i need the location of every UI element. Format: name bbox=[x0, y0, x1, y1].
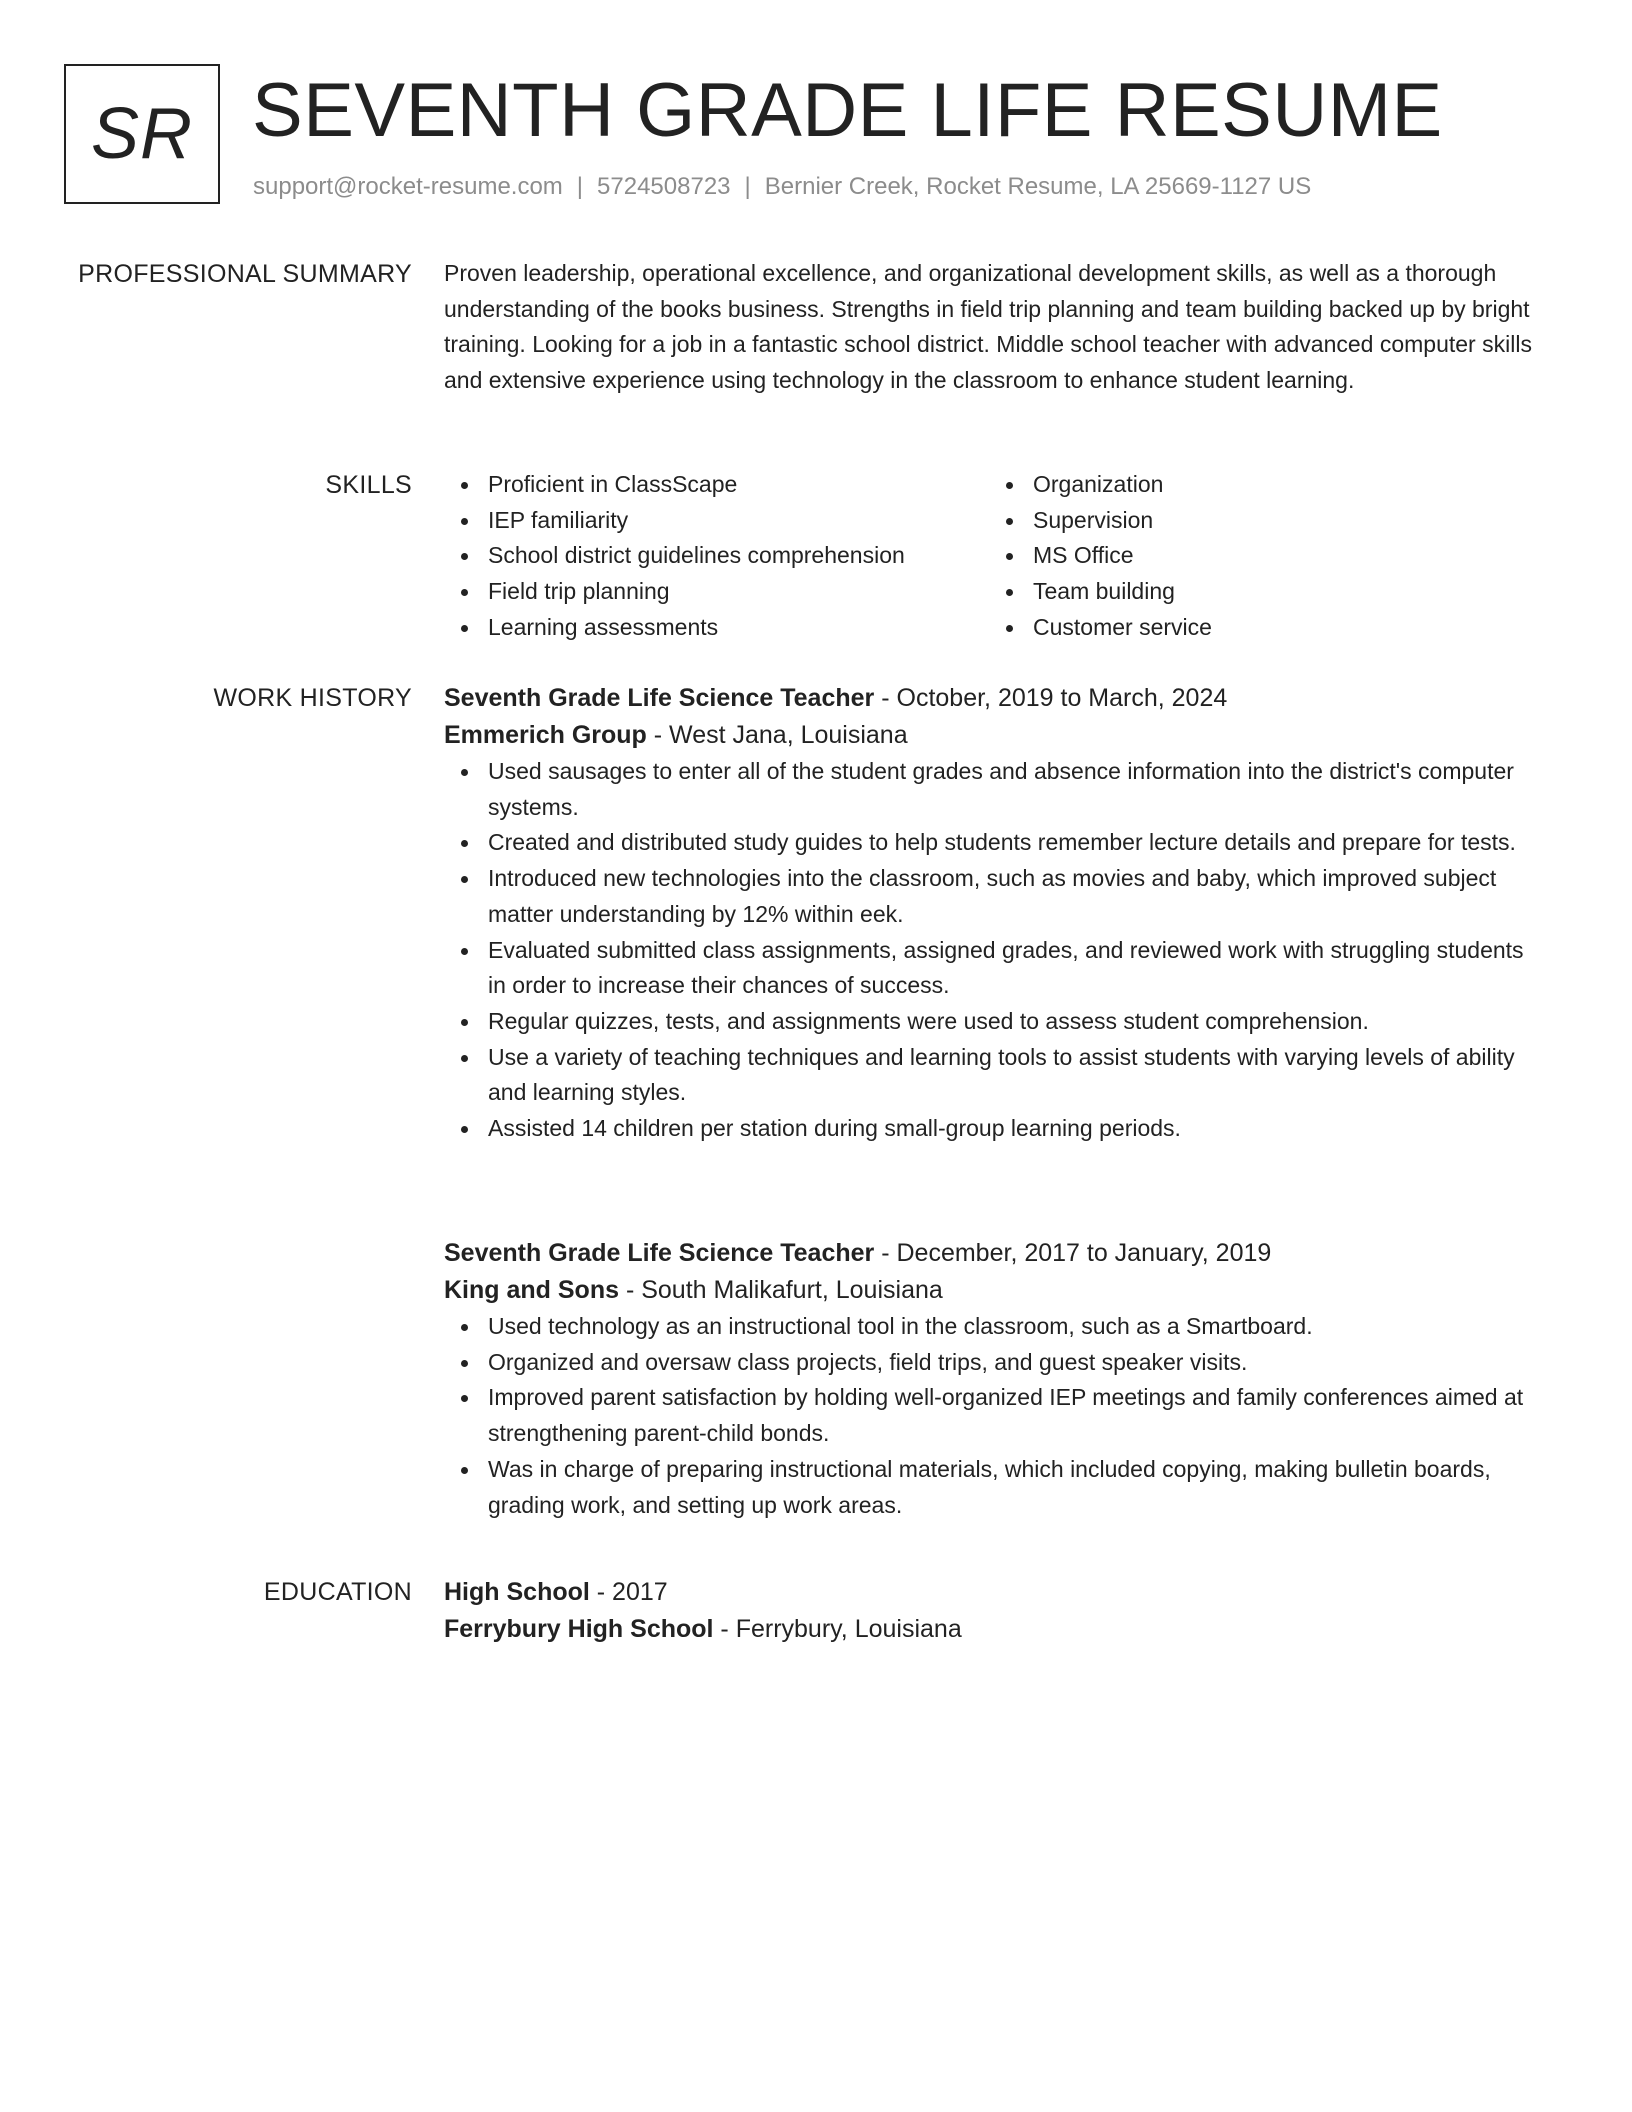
skill-item: Field trip planning bbox=[444, 574, 989, 610]
company-name: King and Sons bbox=[444, 1276, 619, 1304]
skills-body bbox=[444, 467, 1534, 646]
job-title: Seventh Grade Life Science Teacher bbox=[444, 1239, 875, 1267]
company-line bbox=[444, 717, 1534, 754]
contact-separator: | bbox=[744, 173, 751, 200]
job-bullet: Evaluated submitted class assignments, assigned grades, and reviewed work with struggling students in order to increase their chances of success. bbox=[444, 933, 1534, 1004]
contact-email: support@rocket-resume.com bbox=[253, 173, 563, 200]
skill-item: School district guidelines comprehension bbox=[444, 538, 989, 574]
company-line bbox=[444, 1272, 1534, 1309]
skill-item: Team building bbox=[989, 574, 1534, 610]
job-title-line bbox=[444, 1235, 1534, 1272]
school-line bbox=[444, 1611, 1534, 1648]
education-body bbox=[444, 1574, 1534, 1648]
school-name: Ferrybury High School bbox=[444, 1615, 714, 1643]
job-bullet: Regular quizzes, tests, and assignments were used to assess student comprehension. bbox=[444, 1004, 1534, 1040]
degree-line bbox=[444, 1574, 1534, 1611]
job-bullet: Improved parent satisfaction by holding well-organized IEP meetings and family conferences aimed at strengthening parent-child bonds. bbox=[444, 1380, 1534, 1451]
resume-name: SEVENTH GRADE LIFE RESUME bbox=[252, 68, 1443, 153]
job-bullet: Organized and oversaw class projects, field trips, and guest speaker visits. bbox=[444, 1345, 1534, 1381]
section-label-education: EDUCATION bbox=[263, 1578, 412, 1606]
section-label-skills: SKILLS bbox=[325, 471, 412, 499]
skill-item: Proficient in ClassScape bbox=[444, 467, 989, 503]
skill-item: Organization bbox=[989, 467, 1534, 503]
job-bullet: Assisted 14 children per station during small-group learning periods. bbox=[444, 1111, 1534, 1147]
monogram-initials: SR bbox=[90, 94, 194, 174]
job-bullet: Was in charge of preparing instructional materials, which included copying, making bulletin boards, grading work, and setting up work areas. bbox=[444, 1452, 1534, 1523]
job-bullet-list bbox=[444, 754, 1534, 1147]
degree-name: High School bbox=[444, 1578, 590, 1606]
contact-line bbox=[253, 172, 1311, 202]
work-history-body bbox=[444, 680, 1534, 1147]
contact-phone: 5724508723 bbox=[597, 173, 731, 200]
summary-body bbox=[444, 256, 1534, 399]
company-location: - South Malikafurt, Louisiana bbox=[619, 1276, 943, 1304]
skill-item: Learning assessments bbox=[444, 610, 989, 646]
company-location: - West Jana, Louisiana bbox=[646, 721, 908, 749]
skill-item: Supervision bbox=[989, 503, 1534, 539]
job-dates: - October, 2019 to March, 2024 bbox=[874, 684, 1228, 712]
job-dates: - December, 2017 to January, 2019 bbox=[874, 1239, 1272, 1267]
skills-list-left bbox=[444, 467, 989, 646]
job-entry bbox=[444, 680, 1534, 1147]
work-history-body-continued bbox=[444, 1235, 1534, 1523]
job-bullet: Introduced new technologies into the classroom, such as movies and baby, which improved subject matter understanding by 12% within eek. bbox=[444, 861, 1534, 932]
job-title: Seventh Grade Life Science Teacher bbox=[444, 684, 875, 712]
monogram-box bbox=[64, 64, 220, 204]
job-bullet: Use a variety of teaching techniques and learning tools to assist students with varying levels of ability and learning styles. bbox=[444, 1040, 1534, 1111]
job-bullet: Used technology as an instructional tool in the classroom, such as a Smartboard. bbox=[444, 1309, 1534, 1345]
graduation-year: - 2017 bbox=[589, 1578, 668, 1606]
job-entry bbox=[444, 1235, 1534, 1523]
contact-separator: | bbox=[576, 173, 584, 200]
job-title-line bbox=[444, 680, 1534, 717]
job-bullet-list bbox=[444, 1309, 1534, 1523]
skills-list-right bbox=[989, 467, 1534, 646]
section-label-work-history: WORK HISTORY bbox=[213, 684, 412, 712]
company-name: Emmerich Group bbox=[444, 721, 647, 749]
section-label-summary: PROFESSIONAL SUMMARY bbox=[78, 260, 412, 288]
summary-text: Proven leadership, operational excellence, and organizational development skills, as well as a thorough understanding of the books business. Strengths in field trip planning and team building backed up by bright training. Looking for a job in a fantastic school district. Middle school teacher with advanced computer skills and extensive experience using technology in the classroom to enhance student learning. bbox=[444, 260, 1532, 394]
school-location: - Ferrybury, Louisiana bbox=[713, 1615, 962, 1643]
resume-header bbox=[64, 64, 1564, 214]
job-bullet: Created and distributed study guides to help students remember lecture details and prepare for tests. bbox=[444, 825, 1534, 861]
skill-item: IEP familiarity bbox=[444, 503, 989, 539]
skill-item: Customer service bbox=[989, 610, 1534, 646]
skill-item: MS Office bbox=[989, 538, 1534, 574]
contact-address: Bernier Creek, Rocket Resume, LA 25669-1127 US bbox=[764, 173, 1312, 200]
job-bullet: Used sausages to enter all of the student grades and absence information into the district's computer systems. bbox=[444, 754, 1534, 825]
skills-columns bbox=[444, 467, 1534, 646]
